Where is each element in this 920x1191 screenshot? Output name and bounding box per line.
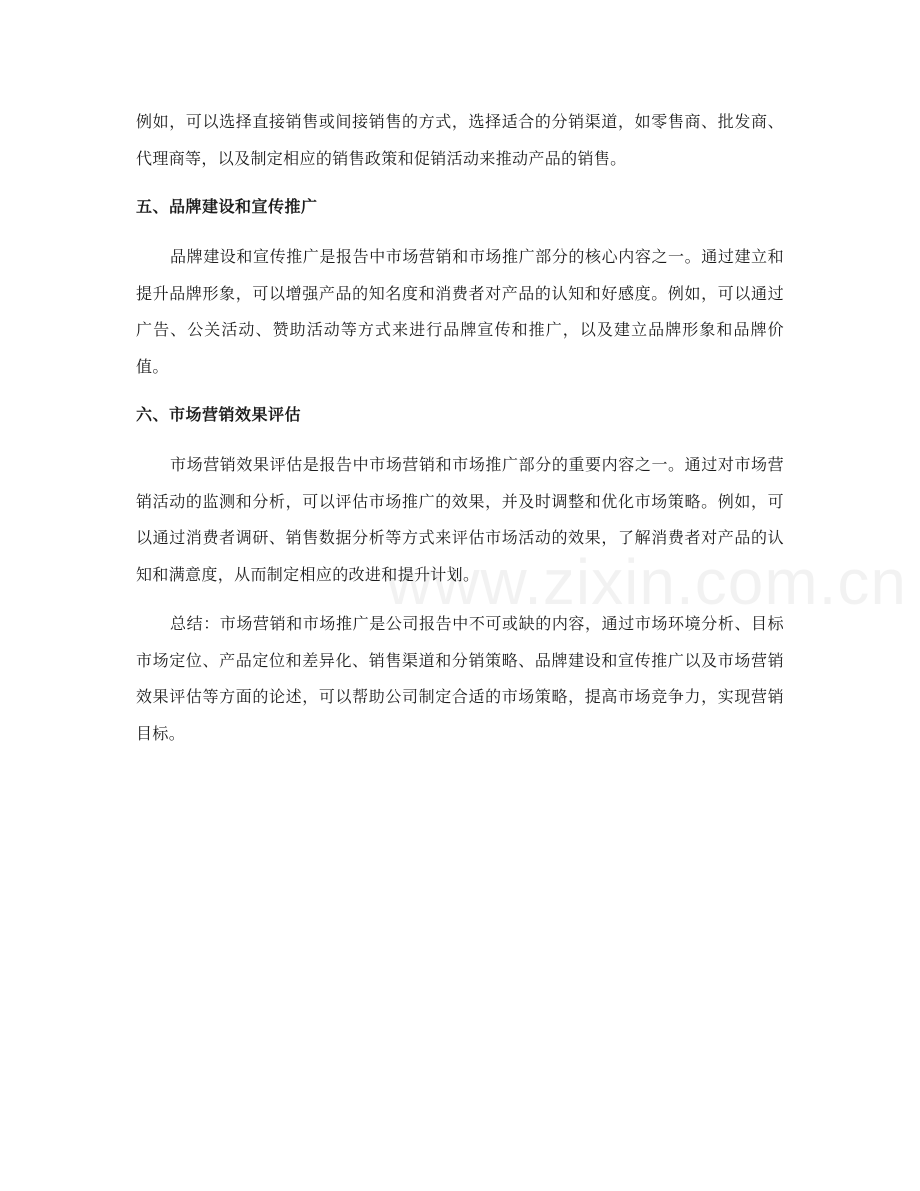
summary-paragraph: 总结：市场营销和市场推广是公司报告中不可或缺的内容，通过市场环境分析、目标市场定位、产品定位和差异化、销售渠道和分销策略、品牌建设和宣传推广以及市场营销效果评估等方面的论述，可以帮助公司制定合适的市场策略，提高市场竞争力，实现营销目标。 <box>136 614 784 743</box>
section-heading-evaluation: 六、市场营销效果评估 <box>136 405 302 424</box>
intro-paragraph: 例如，可以选择直接销售或间接销售的方式，选择适合的分销渠道，如零售商、批发商、代理商等，以及制定相应的销售政策和促销活动来推动产品的销售。 <box>136 112 784 168</box>
section-paragraph-brand: 品牌建设和宣传推广是报告中市场营销和市场推广部分的核心内容之一。通过建立和提升品牌形象，可以增强产品的知名度和消费者对产品的认知和好感度。例如，可以通过广告、公关活动、赞助活动等方式来进行品牌宣传和推广，以及建立品牌形象和品牌价值。 <box>136 247 784 376</box>
section-paragraph-evaluation: 市场营销效果评估是报告中市场营销和市场推广部分的重要内容之一。通过对市场营销活动的监测和分析，可以评估市场推广的效果，并及时调整和优化市场策略。例如，可以通过消费者调研、销售数据分析等方式来评估市场活动的效果，了解消费者对产品的认知和满意度，从而制定相应的改进和提升计划。 <box>136 455 784 584</box>
watermark: www.zixin.com.cn <box>386 546 907 618</box>
section-heading-brand: 五、品牌建设和宣传推广 <box>136 197 318 216</box>
document-body <box>136 104 784 752</box>
